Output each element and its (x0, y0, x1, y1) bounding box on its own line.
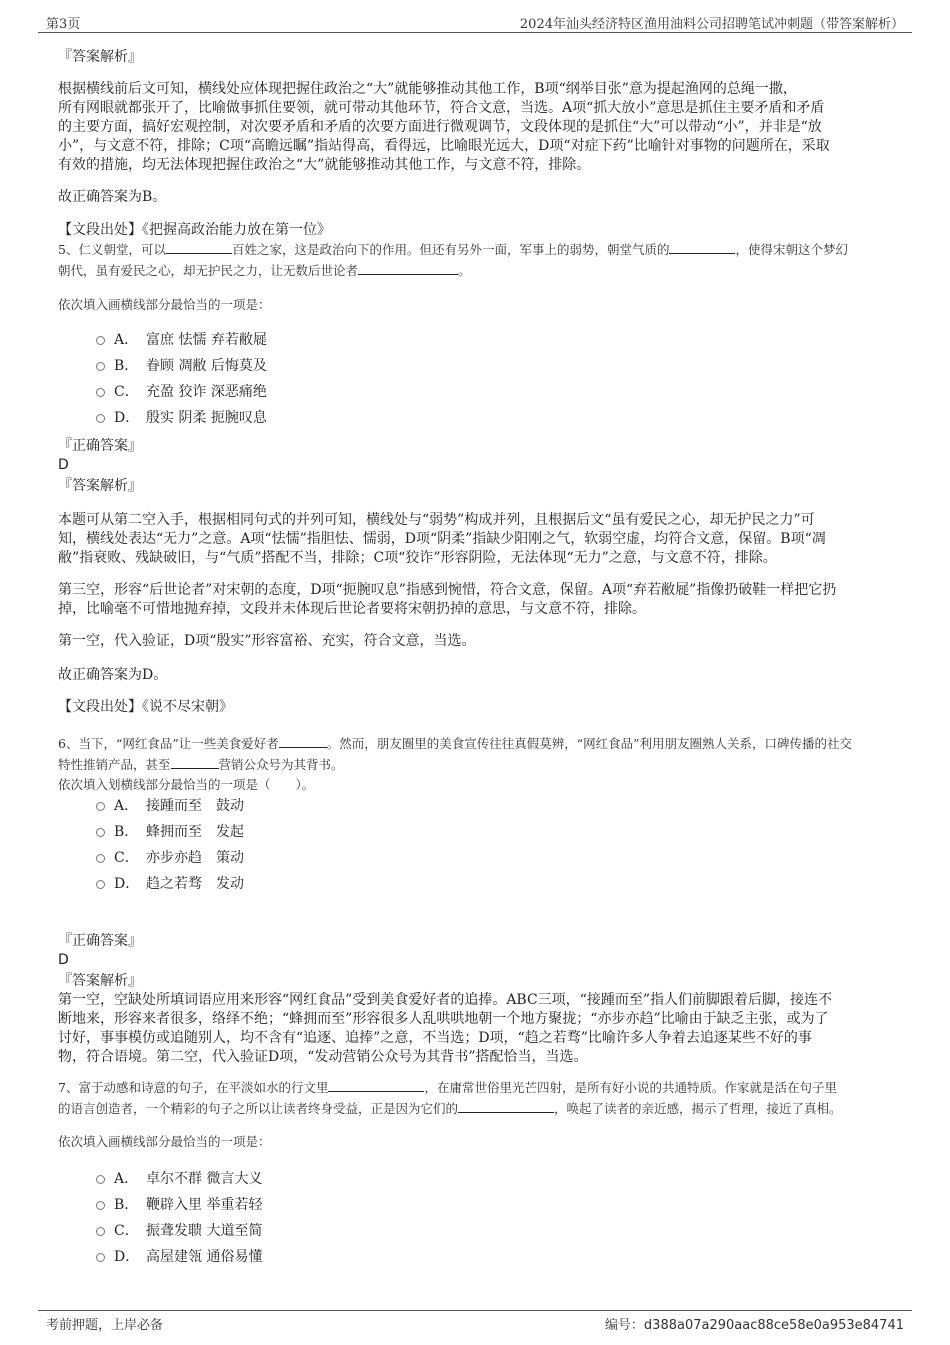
q6-analysis-line: 第一空，空缺处所填词语应用来形容“网红食品”受到美食爱好者的追捧。ABC三项，“接踵而至”指人们前脚跟着后脚，接连不 (58, 992, 832, 1008)
q4-conclusion: 故正确答案为B。 (58, 189, 167, 205)
q4-analysis (58, 80, 830, 175)
q7-option-c[interactable] (96, 1222, 262, 1240)
q6-blank-1 (279, 735, 327, 748)
option-label: C． (114, 1223, 139, 1239)
q6-correct-label: 『正确答案』 (58, 933, 142, 949)
q5-conclusion: 故正确答案为D。 (58, 667, 168, 683)
footer-code (605, 1314, 904, 1333)
q4-source: 【文段出处】《把握高政治能力放在第一位》 (58, 222, 331, 238)
q5-blank-3 (358, 262, 458, 275)
q4-analysis-line: 小”，与文意不符，排除；C项“高瞻远瞩”指站得高，看得远，比喻眼光远大，D项“对症下药”比喻针对事物的问题所在，采取 (58, 138, 830, 154)
option-label: A． (114, 798, 139, 814)
document-title: 2024年汕头经济特区渔用油料公司招聘笔试冲刺题（带答案解析） (519, 17, 904, 32)
q5-analysis-line: 第三空，形容“后世论者”对宋朝的态度，D项“扼腕叹息”指感到惋惜，符合文意，保留。A项“弃若敝屣”指像扔破鞋一样把它扔 (58, 582, 837, 598)
q7-stem-text: ，唤起了读者的亲近感，揭示了哲理，接近了真相。 (554, 1101, 842, 1116)
radio-icon[interactable] (96, 336, 105, 345)
q5-blank-2 (669, 241, 735, 254)
q5-correct-answer: D (58, 457, 69, 473)
q7-stem-text: ，在庸常世俗里光芒四射，是所有好小说的共通特质。作家就是活在句子里 (424, 1080, 837, 1095)
q4-analysis-label: 『答案解析』 (58, 49, 142, 65)
q5-analysis-para1 (58, 511, 826, 568)
option-text: 接踵而至 鼓动 (146, 798, 244, 814)
option-text: 眷顾 凋敝 后悔莫及 (146, 358, 267, 374)
q4-analysis-line: 的主要方面，搞好宏观控制，对次要矛盾和矛盾的次要方面进行微观调节，文段体现的是抓住“大”可以带动“小”，并非是“放 (58, 119, 822, 135)
q5-analysis-line: 本题可从第二空入手，根据相同句式的并列可知，横线处与“弱势”构成并列，且根据后文“虽有爱民之心，却无护民之力”可 (58, 512, 815, 528)
option-text: 蜂拥而至 发起 (146, 824, 244, 840)
option-text: 充盈 狡诈 深恶痛绝 (146, 384, 267, 400)
q6-stem-text: 特性推销产品，甚至 (58, 757, 171, 772)
q6-analysis-line: 物，符合语境。第二空，代入验证D项，“发动营销公众号为其背书”搭配恰当，当选。 (58, 1049, 588, 1065)
radio-icon[interactable] (96, 854, 105, 863)
option-text: 卓尔不群 微言大义 (146, 1171, 263, 1187)
q5-prompt: 依次填入画横线部分最恰当的一项是： (58, 297, 271, 312)
q6-option-a[interactable] (96, 797, 244, 815)
q5-analysis-label: 『答案解析』 (58, 478, 142, 494)
option-text: 鞭辟入里 举重若轻 (146, 1197, 263, 1213)
q5-correct-label: 『正确答案』 (58, 438, 142, 454)
q5-stem-text: ，使得宋朝这个梦幻 (735, 242, 848, 257)
q4-analysis-line: 有效的措施，均无法体现把握住政治之“大”就能够推动其他工作，与文意不符，排除。 (58, 157, 591, 173)
q6-blank-2 (171, 756, 219, 769)
q5-stem-text: 百姓之家，这是政治向下的作用。但还有另外一面，军事上的弱势，朝堂气质的 (231, 242, 670, 257)
footer-code-value: d388a07a290aac88ce58e0a953e84741 (643, 1318, 904, 1333)
q6-analysis (58, 991, 832, 1067)
q7-blank-2 (458, 1100, 554, 1113)
option-text: 亦步亦趋 策动 (146, 850, 244, 866)
option-label: B． (114, 358, 139, 374)
option-text: 殷实 阴柔 扼腕叹息 (146, 410, 267, 426)
radio-icon[interactable] (96, 414, 105, 423)
q4-analysis-line: 根据横线前后文可知，横线处应体现把握住政治之“大”就能够推动其他工作，B项“纲举目张”意为提起渔网的总绳一撒， (58, 81, 797, 97)
q6-analysis-line: 断地来，形容来者很多，络绎不绝；“蜂拥而至”形容很多人乱哄哄地朝一个地方聚拢；“亦步亦趋”比喻由于缺乏主张，或为了 (58, 1011, 829, 1027)
footer-code-label: 编号： (604, 1318, 644, 1333)
option-text: 振聋发聩 大道至简 (146, 1223, 263, 1239)
q5-source: 【文段出处】《说不尽宋朝》 (58, 699, 233, 715)
option-label: C． (114, 850, 139, 866)
q5-analysis-line: 敝”指衰败、残缺破旧，与“气质”搭配不当，排除；C项“狡诈”形容阴险，无法体现“无力”之意，与文意不符，排除。 (58, 550, 777, 566)
q4-analysis-line: 所有网眼就都张开了，比喻做事抓住要领，就可带动其他环节，符合文意，当选。A项“抓大放小”意思是抓住主要矛盾和矛盾 (58, 100, 825, 116)
q5-blank-1 (166, 241, 232, 254)
option-text: 高屋建瓴 通俗易懂 (146, 1249, 263, 1265)
option-text: 富庶 怯懦 弃若敝屣 (146, 332, 267, 348)
q6-stem-text: 。然而，朋友圈里的美食宣传往往真假莫辨，“网红食品”利用朋友圈熟人关系，口碑传播的社交 (326, 736, 853, 751)
q6-analysis-line: 讨好，事事模仿或追随别人，均不含有“追逐、追捧”之意，不当选；D项，“趋之若骛”比喻许多人争着去追逐某些不好的事 (58, 1030, 812, 1046)
radio-icon[interactable] (96, 1175, 105, 1184)
header-divider (38, 32, 912, 33)
q7-option-d[interactable] (96, 1248, 262, 1266)
q5-analysis-line: 知，横线处表达“无力”之意。A项“怯懦”指胆怯、懦弱，D项“阴柔”指缺少阳刚之气，软弱空虚，均符合文意，保留。B项“凋 (58, 531, 826, 547)
q5-analysis-line: 掉，比喻毫不可惜地抛弃掉，文段并未体现后世论者要将宋朝扔掉的意思，与文意不符，排除。 (58, 601, 646, 617)
option-text: 趋之若骛 发动 (146, 876, 244, 892)
q7-stem-text: 的语言创造者，一个精彩的句子之所以让读者终身受益，正是因为它们的 (58, 1101, 459, 1116)
q5-analysis-para3: 第一空，代入验证，D项“殷实”形容富裕、充实，符合文意，当选。 (58, 633, 476, 649)
q5-option-a[interactable] (96, 331, 267, 349)
q6-correct-answer: D (58, 952, 69, 968)
option-label: C． (114, 384, 139, 400)
option-label: A． (114, 1171, 139, 1187)
option-label: A． (114, 332, 139, 348)
q7-stem (58, 1077, 898, 1119)
radio-icon[interactable] (96, 828, 105, 837)
radio-icon[interactable] (96, 1253, 105, 1262)
option-label: B． (114, 824, 139, 840)
option-label: D． (114, 1249, 140, 1265)
q7-stem-text: 7、富于动感和诗意的句子，在平淡如水的行文里 (58, 1080, 329, 1095)
q5-option-c[interactable] (96, 383, 267, 401)
q6-option-b[interactable] (96, 823, 244, 841)
radio-icon[interactable] (96, 880, 105, 889)
option-label: D． (114, 410, 140, 426)
q7-blank-1 (328, 1079, 424, 1092)
q7-option-b[interactable] (96, 1196, 262, 1214)
q7-option-a[interactable] (96, 1170, 262, 1188)
q7-prompt: 依次填入画横线部分最恰当的一项是： (58, 1134, 271, 1149)
footer-slogan: 考前押题，上岸必备 (46, 1318, 164, 1333)
option-label: D． (114, 876, 140, 892)
q6-prompt: 依次填入划横线部分最恰当的一项是（ ）。 (58, 777, 315, 792)
q5-stem-text: 朝代，虽有爱民之心，却无护民之力，让无数后世论者 (58, 263, 359, 278)
q5-option-b[interactable] (96, 357, 267, 375)
q5-stem-text: 。 (458, 263, 471, 278)
radio-icon[interactable] (96, 1227, 105, 1236)
q6-stem-text: 营销公众号为其背书。 (218, 757, 344, 772)
q5-stem-text: 5、仁义朝堂，可以 (58, 242, 166, 257)
q6-analysis-label: 『答案解析』 (58, 973, 142, 989)
q6-option-c[interactable] (96, 849, 244, 867)
q5-analysis-para2 (58, 581, 836, 619)
option-label: B． (114, 1197, 139, 1213)
footer-divider (38, 1310, 912, 1311)
radio-icon[interactable] (96, 362, 105, 371)
radio-icon[interactable] (96, 802, 105, 811)
radio-icon[interactable] (96, 1201, 105, 1210)
q6-option-d[interactable] (96, 875, 244, 893)
radio-icon[interactable] (96, 388, 105, 397)
q6-stem-text: 6、当下，“网红食品”让一些美食爱好者 (58, 736, 279, 751)
q5-option-d[interactable] (96, 409, 267, 427)
page-number: 第3页 (46, 17, 81, 32)
q5-stem (58, 239, 898, 281)
q6-stem (58, 733, 898, 775)
